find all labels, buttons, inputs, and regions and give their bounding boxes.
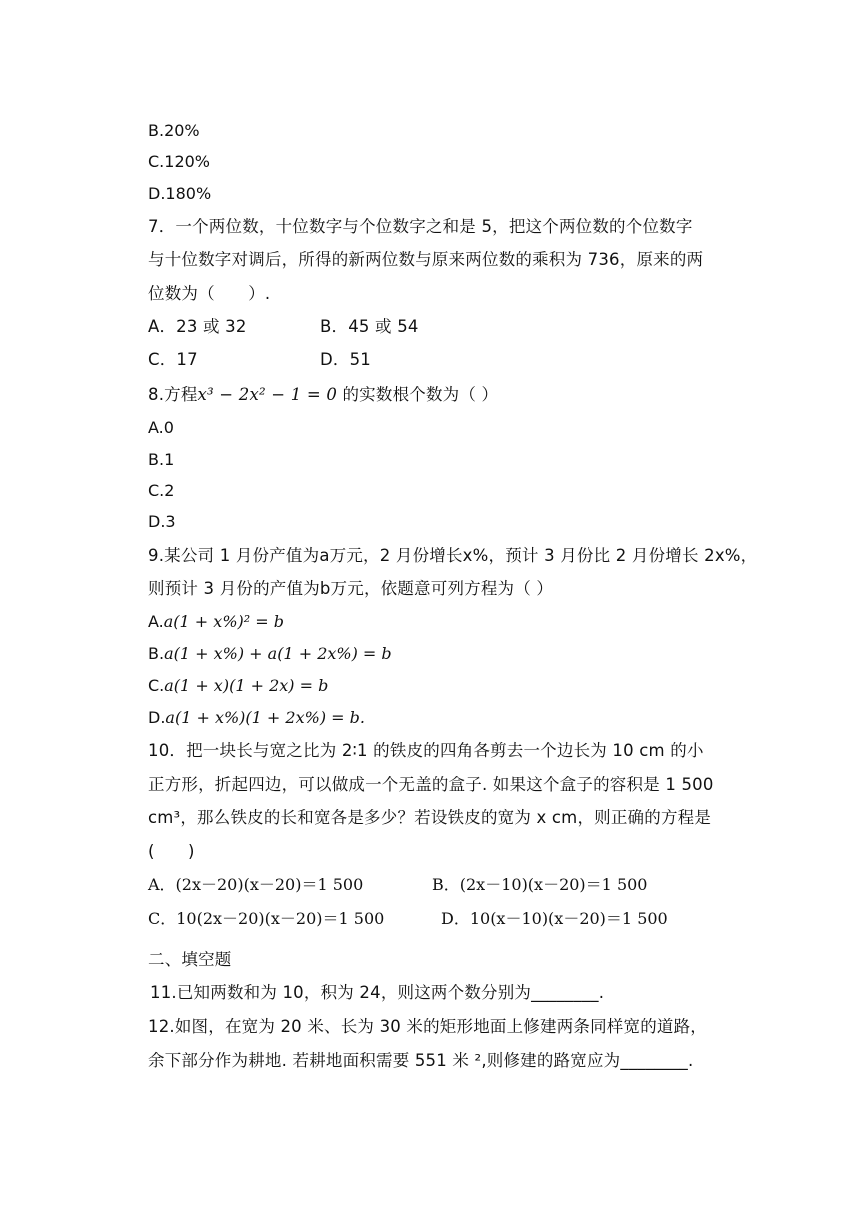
- q9-option-b-formula: a(1 + x%) + a(1 + 2x%) = b: [164, 644, 392, 663]
- q8-stem: [148, 385, 498, 405]
- q10-options-row2: [148, 909, 708, 929]
- q9-stem-line2: 则预计 3 月份的产值为b万元，依题意可列方程为（ ）: [148, 579, 554, 598]
- q8-option-c: C.2: [148, 481, 175, 500]
- q10-stem-line4: ( ): [148, 842, 195, 861]
- q9-option-a-label: A.: [148, 612, 164, 631]
- q10-stem-line3: cm³，那么铁皮的长和宽各是多少？若设铁皮的宽为 x cm，则正确的方程是: [148, 808, 712, 827]
- q7-option-b: B．45 或 54: [320, 317, 419, 336]
- q8-prefix: 8.方程: [148, 385, 198, 404]
- q8-option-b: B.1: [148, 450, 175, 469]
- q9-option-c: [148, 676, 328, 696]
- q7-option-c: C．17: [148, 350, 198, 369]
- q10-option-a: A．(2x－20)(x－20)＝1 500: [148, 875, 364, 894]
- q8-equation: x³ − 2x² − 1 = 0: [197, 385, 338, 404]
- q9-option-c-formula: a(1 + x)(1 + 2x) = b: [164, 676, 329, 695]
- q12-stem-line1: 12.如图，在宽为 20 米、长为 30 米的矩形地面上修建两条同样宽的道路，: [148, 1017, 708, 1036]
- q9-option-b: [148, 644, 392, 664]
- q9-stem-line1: 9.某公司 1 月份产值为a万元，2 月份增长x%，预计 3 月份比 2 月份增长 2x%，: [148, 546, 758, 565]
- q6-option-b: B.20%: [148, 121, 200, 140]
- q11-stem: 11.已知两数和为 10，积为 24，则这两个数分别为________.: [150, 983, 605, 1002]
- q8-suffix: 的实数根个数为（ ）: [337, 385, 499, 404]
- q10-stem-line1: 10．把一块长与宽之比为 2∶1 的铁皮的四角各剪去一个边长为 10 cm 的小: [148, 741, 704, 760]
- q10-stem-line2: 正方形，折起四边，可以做成一个无盖的盒子. 如果这个盒子的容积是 1 500: [148, 775, 714, 794]
- q9-option-d-label: D.: [148, 708, 166, 727]
- q6-option-c: C.120%: [148, 152, 210, 171]
- q10-option-c: C．10(2x－20)(x－20)＝1 500: [148, 909, 385, 928]
- q6-option-d: D.180%: [148, 184, 212, 203]
- q9-option-d-formula: a(1 + x%)(1 + 2x%) = b.: [165, 708, 365, 727]
- q7-stem-line3: 位数为（ ）.: [148, 284, 271, 303]
- q8-option-d: D.3: [148, 512, 176, 531]
- q10-options-row1: [148, 875, 708, 895]
- q12-stem-line2: 余下部分作为耕地. 若耕地面积需要 551 米 ²,则修建的路宽应为________.: [148, 1051, 694, 1070]
- q7-stem-line1: 7．一个两位数，十位数字与个位数字之和是 5，把这个两位数的个位数字: [148, 217, 693, 236]
- q9-option-b-label: B.: [148, 644, 165, 663]
- q10-option-b: B．(2x－10)(x－20)＝1 500: [432, 875, 648, 894]
- q7-stem-line2: 与十位数字对调后，所得的新两位数与原来两位数的乘积为 736，原来的两: [148, 250, 704, 269]
- q10-option-d: D．10(x－10)(x－20)＝1 500: [441, 909, 668, 928]
- q9-option-c-label: C.: [148, 676, 165, 695]
- q7-option-d: D．51: [320, 350, 372, 369]
- q7-option-a: A．23 或 32: [148, 317, 247, 336]
- section-title-fill-in: 二、填空题: [148, 950, 232, 969]
- q9-option-a-formula: a(1 + x%)² = b: [163, 612, 284, 631]
- q7-options-row2: [148, 350, 648, 370]
- q7-options-row1: [148, 317, 648, 337]
- q8-option-a: A.0: [148, 418, 174, 437]
- q9-option-a: [148, 612, 284, 632]
- q9-option-d: [148, 708, 365, 728]
